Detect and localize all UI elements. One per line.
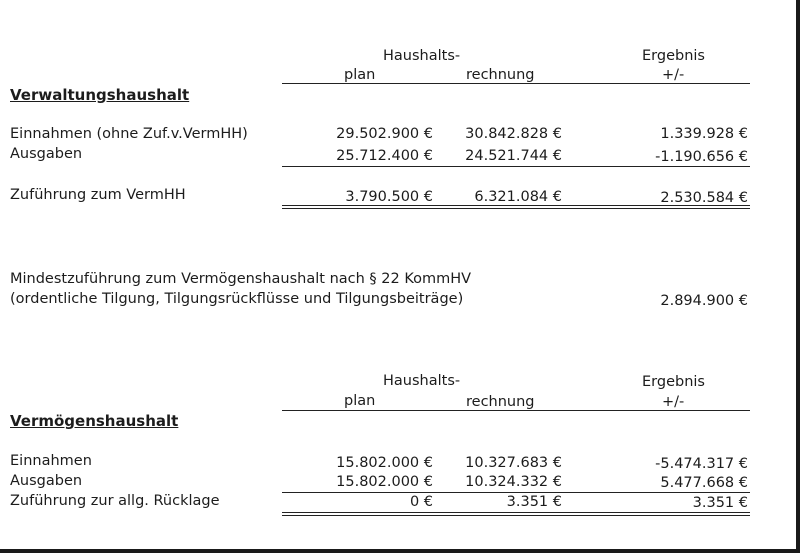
mindest-line2: (ordentliche Tilgung, Tilgungsrückflüsse und Tilgungsbeiträge) <box>10 291 464 307</box>
vw-header-diff: +/- <box>662 67 685 83</box>
vm-header-rule <box>282 410 750 411</box>
mindest-value: 2.894.900 € <box>660 293 748 309</box>
vw-row-ausgaben-rechnung: 24.521.744 € <box>465 148 562 164</box>
vm-row-zufuehrung-label: Zuführung zur allg. Rücklage <box>10 493 220 509</box>
vm-row-zufuehrung-ergebnis: 3.351 € <box>692 495 748 511</box>
vm-row-einnahmen-label: Einnahmen <box>10 453 92 469</box>
vw-section-title: Verwaltungshaushalt <box>10 86 190 104</box>
vw-header-haushalts: Haushalts- <box>383 48 461 64</box>
vm-row-einnahmen-rechnung: 10.327.683 € <box>465 455 562 471</box>
vw-sum-rule <box>282 166 750 167</box>
vw-header-ergebnis: Ergebnis <box>642 48 705 64</box>
vm-header-diff: +/- <box>662 394 685 410</box>
vm-row-zufuehrung-rechnung: 3.351 € <box>506 494 562 510</box>
vw-row-einnahmen-plan: 29.502.900 € <box>336 126 433 142</box>
vm-row-ausgaben-ergebnis: 5.477.668 € <box>660 475 748 491</box>
vm-row-ausgaben-rechnung: 10.324.332 € <box>465 474 562 490</box>
vw-row-zufuehrung-rechnung: 6.321.084 € <box>474 189 562 205</box>
vm-row-ausgaben-label: Ausgaben <box>10 473 83 489</box>
vw-row-zufuehrung-ergebnis: 2.530.584 € <box>660 190 748 206</box>
vw-row-ausgaben-label: Ausgaben <box>10 146 83 162</box>
vw-row-einnahmen-label: Einnahmen (ohne Zuf.v.VermHH) <box>10 126 248 142</box>
vm-header-ergebnis: Ergebnis <box>642 374 705 390</box>
vw-total-double-rule <box>282 205 750 209</box>
vm-row-zufuehrung-plan: 0 € <box>409 494 433 510</box>
vm-header-rechnung: rechnung <box>466 394 535 410</box>
vm-header-plan: plan <box>344 393 376 409</box>
vw-row-ausgaben-plan: 25.712.400 € <box>336 148 433 164</box>
vw-row-ausgaben-ergebnis: -1.190.656 € <box>655 149 748 165</box>
vm-header-haushalts: Haushalts- <box>383 373 461 389</box>
scan-edge-bottom <box>0 549 800 553</box>
scan-edge-right <box>796 0 800 553</box>
mindest-line1: Mindestzuführung zum Vermögenshaushalt nach § 22 KommHV <box>10 271 472 287</box>
vw-header-rechnung: rechnung <box>466 67 535 83</box>
vw-row-einnahmen-rechnung: 30.842.828 € <box>465 126 562 142</box>
vm-row-einnahmen-ergebnis: -5.474.317 € <box>655 456 748 472</box>
vw-row-zufuehrung-label: Zuführung zum VermHH <box>10 187 186 203</box>
vm-section-title: Vermögenshaushalt <box>10 412 179 430</box>
vw-header-plan: plan <box>344 67 376 83</box>
vw-row-einnahmen-ergebnis: 1.339.928 € <box>660 126 748 142</box>
vm-row-ausgaben-plan: 15.802.000 € <box>336 474 433 490</box>
vw-row-zufuehrung-plan: 3.790.500 € <box>345 189 433 205</box>
vm-row-einnahmen-plan: 15.802.000 € <box>336 455 433 471</box>
vw-header-rule <box>282 83 750 84</box>
vm-total-double-rule <box>282 512 750 516</box>
